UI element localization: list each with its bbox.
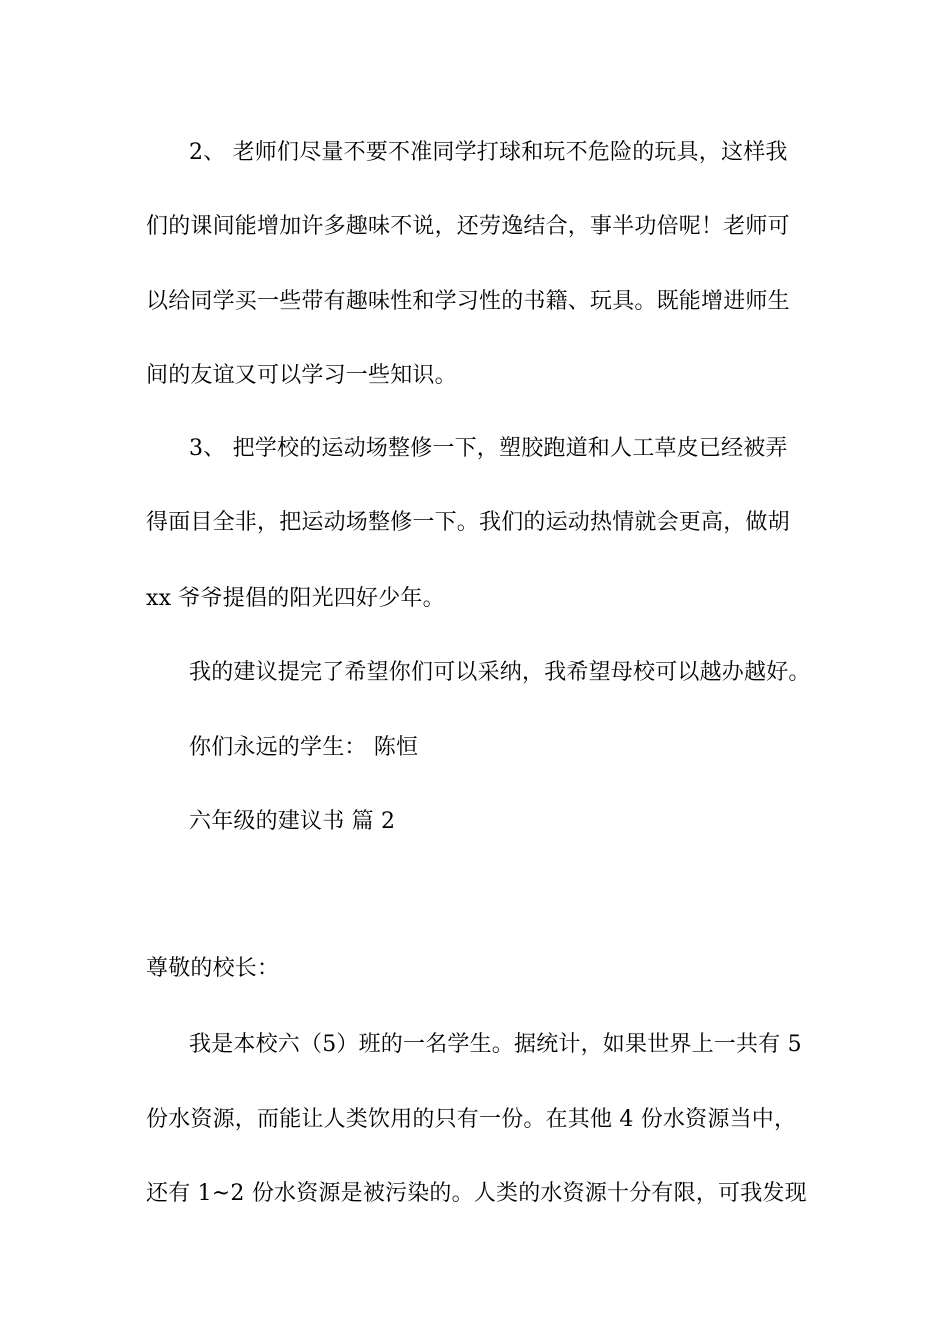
salutation: 尊敬的校长： <box>146 956 280 981</box>
paragraph-line: 我是本校六（5）班的一名学生。据统计，如果世界上一共有 5 <box>189 1032 802 1057</box>
paragraph-line: 得面目全非，把运动场整修一下。我们的运动热情就会更高，做胡 <box>146 510 790 535</box>
signature-line: 你们永远的学生： 陈恒 <box>189 735 419 760</box>
paragraph-line: 2、 老师们尽量不要不准同学打球和玩不危险的玩具，这样我 <box>189 140 788 165</box>
paragraph-line: 以给同学买一些带有趣味性和学习性的书籍、玩具。既能增进师生 <box>146 289 790 314</box>
section-heading: 六年级的建议书 篇 2 <box>189 809 396 834</box>
paragraph-line: 份水资源，而能让人类饮用的只有一份。在其他 4 份水资源当中， <box>146 1107 797 1132</box>
paragraph-line: 们的课间能增加许多趣味不说，还劳逸结合，事半功倍呢！老师可 <box>146 214 790 239</box>
paragraph-line: 间的友谊又可以学习一些知识。 <box>146 363 457 388</box>
paragraph-line: 我的建议提完了希望你们可以采纳，我希望母校可以越办越好。 <box>189 660 811 685</box>
paragraph-line: 3、 把学校的运动场整修一下，塑胶跑道和人工草皮已经被弄 <box>189 436 788 461</box>
paragraph-line: xx 爷爷提倡的阳光四好少年。 <box>146 586 445 611</box>
paragraph-line: 还有 1~2 份水资源是被污染的。人类的水资源十分有限，可我发现 <box>146 1181 807 1206</box>
